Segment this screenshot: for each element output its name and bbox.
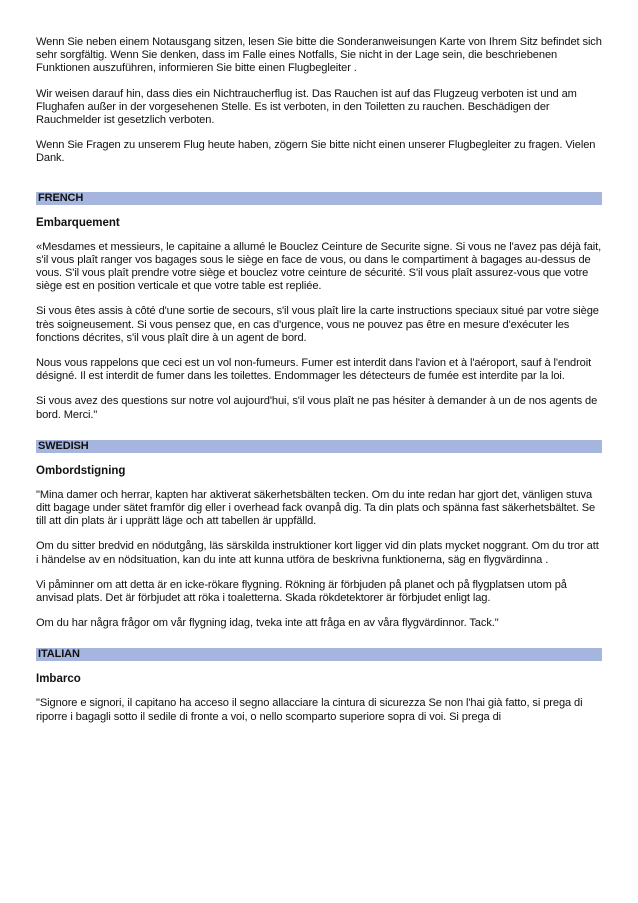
french-paragraph-1: «Mesdames et messieurs, le capitaine a allumé le Bouclez Ceinture de Securite signe. Si vous ne l'avez pas déjà fait, s'il vous plaît ranger vos bagages sous le siège en face de vous, ou dans le compartiment à bagages au-dessus de vous. S'il vous plaît prendre votre siège et bouclez votre ceinture de sécurité. S'il vous plaît assurez-vous que votre siège est en position verticale et que votre table est repliée. [36,240,602,293]
french-section [36,192,602,422]
swedish-section [36,440,602,631]
swedish-section-header: SWEDISH [36,440,602,453]
german-paragraph-3: Wenn Sie Fragen zu unserem Flug heute haben, zögern Sie bitte nicht einen unserer Flugbegleiter zu fragen. Vielen Dank. [36,139,596,165]
italian-paragraph-1: "Signore e signori, il capitano ha acceso il segno allacciare la cintura di sicurezza Se non l'hai già fatto, si prega di riporre i bagagli sotto il sedile di fronte a voi, o nello scomparto superiore sopra di voi. Si prega di [36,697,583,723]
italian-section-header: ITALIAN [36,648,602,661]
swedish-subheading: Ombordstigning [36,464,126,477]
swedish-paragraph-1: "Mina damer och herrar, kapten har aktiverat säkerhetsbälten tecken. Om du inte redan har gjort det, vänligen stuva ditt bagage under sätet framför dig eller i overhead fack ovanpå dig. Ta din plats och spänna fast säkerhetsbältet. Se till att din plats är i upprätt läge och att tabellen är uppfälld. [36,488,596,528]
italian-subheading: Imbarco [36,673,81,686]
french-paragraph-3: Nous vous rappelons que ceci est un vol non-fumeurs. Fumer est interdit dans l'avion et à l'aéroport, sauf à l'endroit désigné. Il est interdit de fumer dans les toilettes. Endommager les détecteurs de fumée est interdite par la loi. [36,357,592,383]
french-paragraph-4: Si vous avez des questions sur notre vol aujourd'hui, s'il vous plaît ne pas hésiter à demander à un de nos agents de bord. Merci." [36,395,598,421]
swedish-paragraph-2: Om du sitter bredvid en nödutgång, läs särskilda instruktioner kort ligger vid din plats mycket noggrant. Om du tror att i händelse av en nödsituation, kan du inte att kunna utföra de beskrivna funktionerna, säg en flygvärdinna . [36,540,599,566]
swedish-paragraph-4: Om du har några frågor om vår flygning idag, tveka inte att fråga en av våra flygvärdinnor. Tack." [36,617,499,630]
swedish-paragraph-3: Vi påminner om att detta är en icke-rökare flygning. Rökning är förbjuden på planet och på flygplatsen utom på anvisad plats. Det är förbjudet att röka i toaletterna. Skada rökdetektorer är förbjudet enligt lag. [36,578,567,605]
french-subheading: Embarquement [36,216,120,229]
german-paragraph-2: Wir weisen darauf hin, dass dies ein Nichtraucherflug ist. Das Rauchen ist auf das Flugzeug verboten ist und am Flughafen außer in der vorgesehenen Stelle. Es ist verboten, in den Toiletten zu rauchen. Beschädigen der Rauchmelder ist gesetzlich verboten. [36,87,577,127]
french-paragraph-2: Si vous êtes assis à côté d'une sortie de secours, s'il vous plaît lire la carte instructions speciaux situé par votre siège très soigneusement. Si vous pensez que, en cas d'urgence, vous ne pouvez pas être en mesure d'exécuter les fonctions décrites, s'il vous plaît dire à un agent de bord. [36,305,599,344]
italian-section [36,648,602,723]
german-paragraph-1: Wenn Sie neben einem Notausgang sitzen, lesen Sie bitte die Sonderanweisungen Karte von Ihrem Sitz befindet sich sehr sorgfältig. Wenn Sie denken, dass im Falle eines Notfalls, Sie nicht in der Lage sein, die beschriebenen Funktionen auszuführen, informieren Sie bitte einen Flugbegleiter . [36,36,602,75]
german-section [36,36,602,166]
french-section-header: FRENCH [36,192,602,205]
